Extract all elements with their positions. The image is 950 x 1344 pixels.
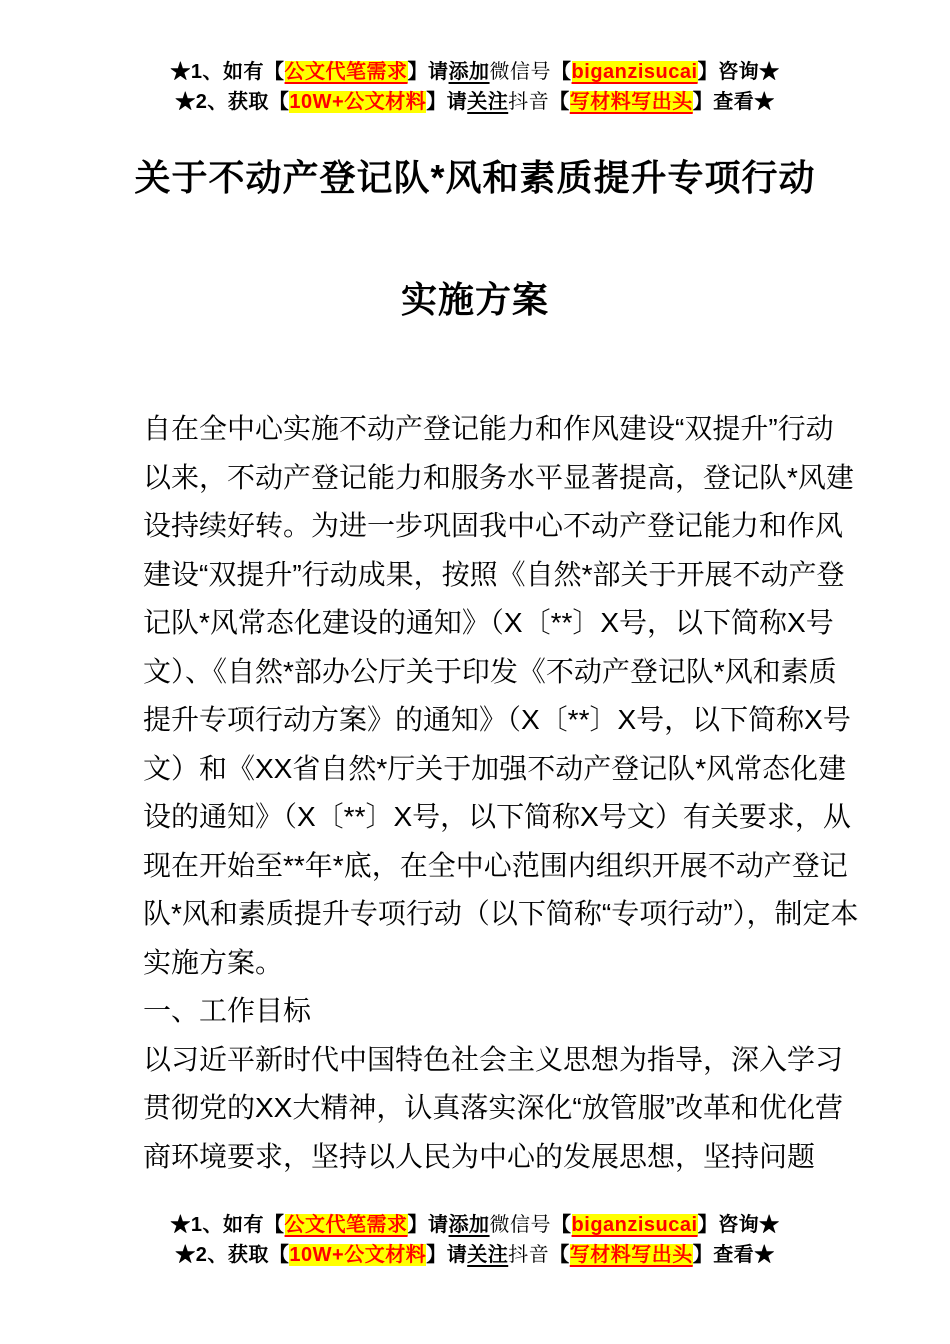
promo-wechat-id: biganzisucai (571, 1214, 698, 1236)
promo-text: 】请 (426, 1244, 468, 1266)
promo-prefix: ★1、如有【 (170, 1214, 285, 1236)
promo-line (0, 87, 950, 117)
promo-text-wechat: 微信号 (489, 1214, 552, 1236)
promo-suffix: 】查看★ (692, 91, 775, 113)
promo-action-follow: 关注 (467, 1244, 509, 1266)
promo-text-wechat: 微信号 (489, 61, 552, 83)
promo-bracket: 【 (551, 1214, 572, 1236)
promo-wechat-id: biganzisucai (571, 61, 698, 83)
promo-highlight-materials: 10W+公文材料 (289, 1244, 427, 1266)
promo-highlight-service: 公文代笔需求 (284, 1214, 408, 1236)
promo-action-add: 添加 (448, 61, 490, 83)
promo-header (0, 0, 950, 117)
promo-text: 】请 (407, 61, 449, 83)
promo-highlight-service: 公文代笔需求 (284, 61, 408, 83)
promo-text: 】请 (426, 91, 468, 113)
promo-bracket: 【 (549, 91, 570, 113)
promo-highlight-materials: 10W+公文材料 (289, 91, 427, 113)
title-line-2: 实施方案 (400, 279, 549, 320)
promo-bracket: 【 (551, 61, 572, 83)
promo-line (0, 1210, 950, 1240)
paragraph-work-goals: 以习近平新时代中国特色社会主义思想为指导，深入学习贯彻党的XX大精神，认真落实深化“放管服”改革和优化营商环境要求，坚持以人民为中心的发展思想，坚持问题 (143, 1043, 844, 1172)
paragraph-intro: 自在全中心实施不动产登记能力和作风建设“双提升”行动以来，不动产登记能力和服务水平显著提高，登记队*风建设持续好转。为进一步巩固我中心不动产登记能力和作风建设“双提升”行动成果，按照《自然*部关于开展不动产登记队*风常态化建设的通知》（X〔**〕X号，以下简称X号文）、《自然*部办公厅关于印发《不动产登记队*风和素质提升专项行动方案》的通知》（X〔**〕X号，以下简称X号文）和《XX省自然*厅关于加强不动产登记队*风常态化建设的通知》（X〔**〕X号，以下简称X号文）有关要求，从现在开始至**年*底，在全中心范围内组织开展不动产登记队*风和素质提升专项行动（以下简称“专项行动”），制定本实施方案。 (143, 413, 859, 978)
promo-suffix: 】查看★ (692, 1244, 775, 1266)
section-heading-work-goals: 一、工作目标 (143, 995, 312, 1026)
promo-douyin-id: 写材料写出头 (569, 1244, 693, 1266)
promo-action-add: 添加 (448, 1214, 490, 1236)
document-title (0, 117, 950, 361)
promo-text-douyin: 抖音 (508, 1244, 550, 1266)
title-line-1: 关于不动产登记队*风和素质提升专项行动 (134, 157, 816, 198)
promo-prefix: ★2、获取【 (175, 1244, 290, 1266)
promo-douyin-id: 写材料写出头 (569, 91, 693, 113)
promo-action-follow: 关注 (467, 91, 509, 113)
promo-bracket: 【 (549, 1244, 570, 1266)
promo-footer (0, 1210, 950, 1270)
promo-line (0, 1240, 950, 1270)
promo-prefix: ★2、获取【 (175, 91, 290, 113)
promo-suffix: 】咨询★ (697, 61, 780, 83)
promo-text: 】请 (407, 1214, 449, 1236)
promo-line (0, 57, 950, 87)
promo-text-douyin: 抖音 (508, 91, 550, 113)
document-body (143, 405, 860, 1181)
promo-prefix: ★1、如有【 (170, 61, 285, 83)
promo-suffix: 】咨询★ (697, 1214, 780, 1236)
